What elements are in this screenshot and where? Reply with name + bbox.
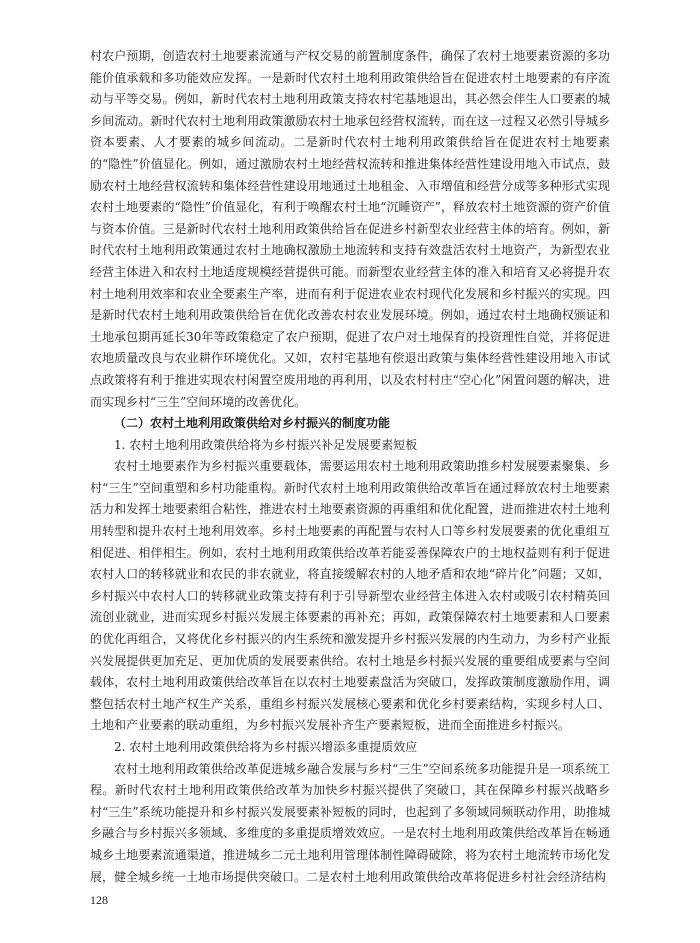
subsection-heading-1: 1. 农村土地利用政策供给将为乡村振兴补足发展要素短板: [114, 437, 418, 452]
paragraph-2: 农村土地要素作为乡村振兴重要载体，需要运用农村土地利用政策助推乡村发展要素聚集、乡村“三生”空间重塑和乡村功能重构。新时代农村土地利用政策供给改革旨在通过释放农村土地要素活力和发挥土地要素组合粘性，推进农村土地要素资源的再重组和优化配置，进而推进农村土地利用转型和提升农村土地利用效率。乡村土地要素的再配置与农村人口等乡村发展要素的优化重组互相促进、相伴相生。例如，农村土地利用政策供给改革若能妥善保障农户的土地权益则有利于促进农村人口的转移就业和农民的非农就业，将直接缓解农村的人地矛盾和农地“碎片化”问题；又如，乡村振兴中农村人口的转移就业政策支持有利于引导新型农业经营主体进入农村或吸引农村精英回流创业就业，进而实现乡村振兴发展主体要素的再补充；再如，政策保障农村土地要素和人口要素的优化再组合，又将优化乡村振兴的内生系统和激发提升乡村振兴发展的内生动力，为乡村产业振兴发展提供更加充足、更加优质的发展要素供给。农村土地是乡村振兴发展的重要组成要素与空间载体，农村土地利用政策供给改革旨在以农村土地要素盘活为突破口，发挥政策制度激励作用，调整包括农村土地产权生产关系，重组乡村振兴发展核心要素和优化乡村要素结构，实现乡村人口、土地和产业要素的联动重组，为乡村振兴发展补齐生产要素短板，进而全面推进乡村振兴。: [90, 459, 610, 733]
page-body: [90, 46, 610, 888]
section-heading: （二）农村土地利用政策供给对乡村振兴的制度功能: [114, 416, 391, 431]
paragraph-3: 农村土地利用政策供给改革促进城乡融合发展与乡村“三生”空间系统多功能提升是一项系统工程。新时代农村土地利用政策供给改革为加快乡村振兴提供了突破口，其在保障乡村振兴战略乡村“三生”系统功能提升和乡村振兴发展要素补短板的同时，也起到了多领域同频联动作用，助推城乡融合与乡村振兴多领域、多维度的多重提质增效效应。一是农村土地利用政策供给改革旨在畅通城乡土地要素流通渠道，推进城乡二元土地利用管理体制性障碍破除，将为农村土地流转市场化发展，健全城乡统一土地市场提供突破口。二是农村土地利用政策供给改革将促进乡村社会经济结构: [90, 761, 610, 884]
subsection-heading-2: 2. 农村土地利用政策供给将为乡村振兴增添多重提质效应: [114, 740, 418, 754]
page-number: 128: [90, 893, 108, 907]
paragraph-continued: 村农户预期，创造农村土地要素流通与产权交易的前置制度条件，确保了农村土地要素资源的多功能价值承载和多功能效应发挥。一是新时代农村土地利用政策供给旨在促进农村土地要素的有序流动与平等交易。例如，新时代农村土地利用政策支持农村宅基地退出，其必然会伴生人口要素的城乡间流动。新时代农村土地利用政策激励农村土地承包经营权流转，而在这一过程又必然引导城乡资本要素、人才要素的城乡间流动。二是新时代农村土地利用政策供给旨在促进农村土地要素的“隐性”价值显化。例如，通过激励农村土地经营权流转和推进集体经营性建设用地入市试点，鼓励农村土地经营权流转和集体经营性建设用地通过土地租金、入市增值和经营分成等多种形式实现农村土地要素的“隐性”价值显化，有利于唤醒农村土地“沉睡资产”，释放农村土地资源的资产价值与资本价值。三是新时代农村土地利用政策供给旨在促进乡村新型农业经营主体的培育。例如，新时代农村土地利用政策通过农村土地确权激励土地流转和支持有效盘活农村土地资产，为新型农业经营主体进入和农村土地适度规模经营提供可能。而新型农业经营主体的准入和培育又必将提升农村土地利用效率和农业全要素生产率，进而有利于促进农业农村现代化发展和乡村振兴的实现。四是新时代农村土地利用政策供给旨在优化改善农村农业发展环境。例如，通过农村土地确权颁证和土地承包期再延长30年等政策稳定了农户预期，促进了农户对土地保育的投资理性自觉，并将促进农地质量改良与农业耕作环境优化。又如，农村宅基地有偿退出政策与集体经营性建设用地入市试点政策将有利于推进实现农村闲置空废用地的再利用，以及农村村庄“空心化”闲置问题的解决，进而实现乡村“三生”空间环境的改善优化。: [90, 49, 610, 409]
